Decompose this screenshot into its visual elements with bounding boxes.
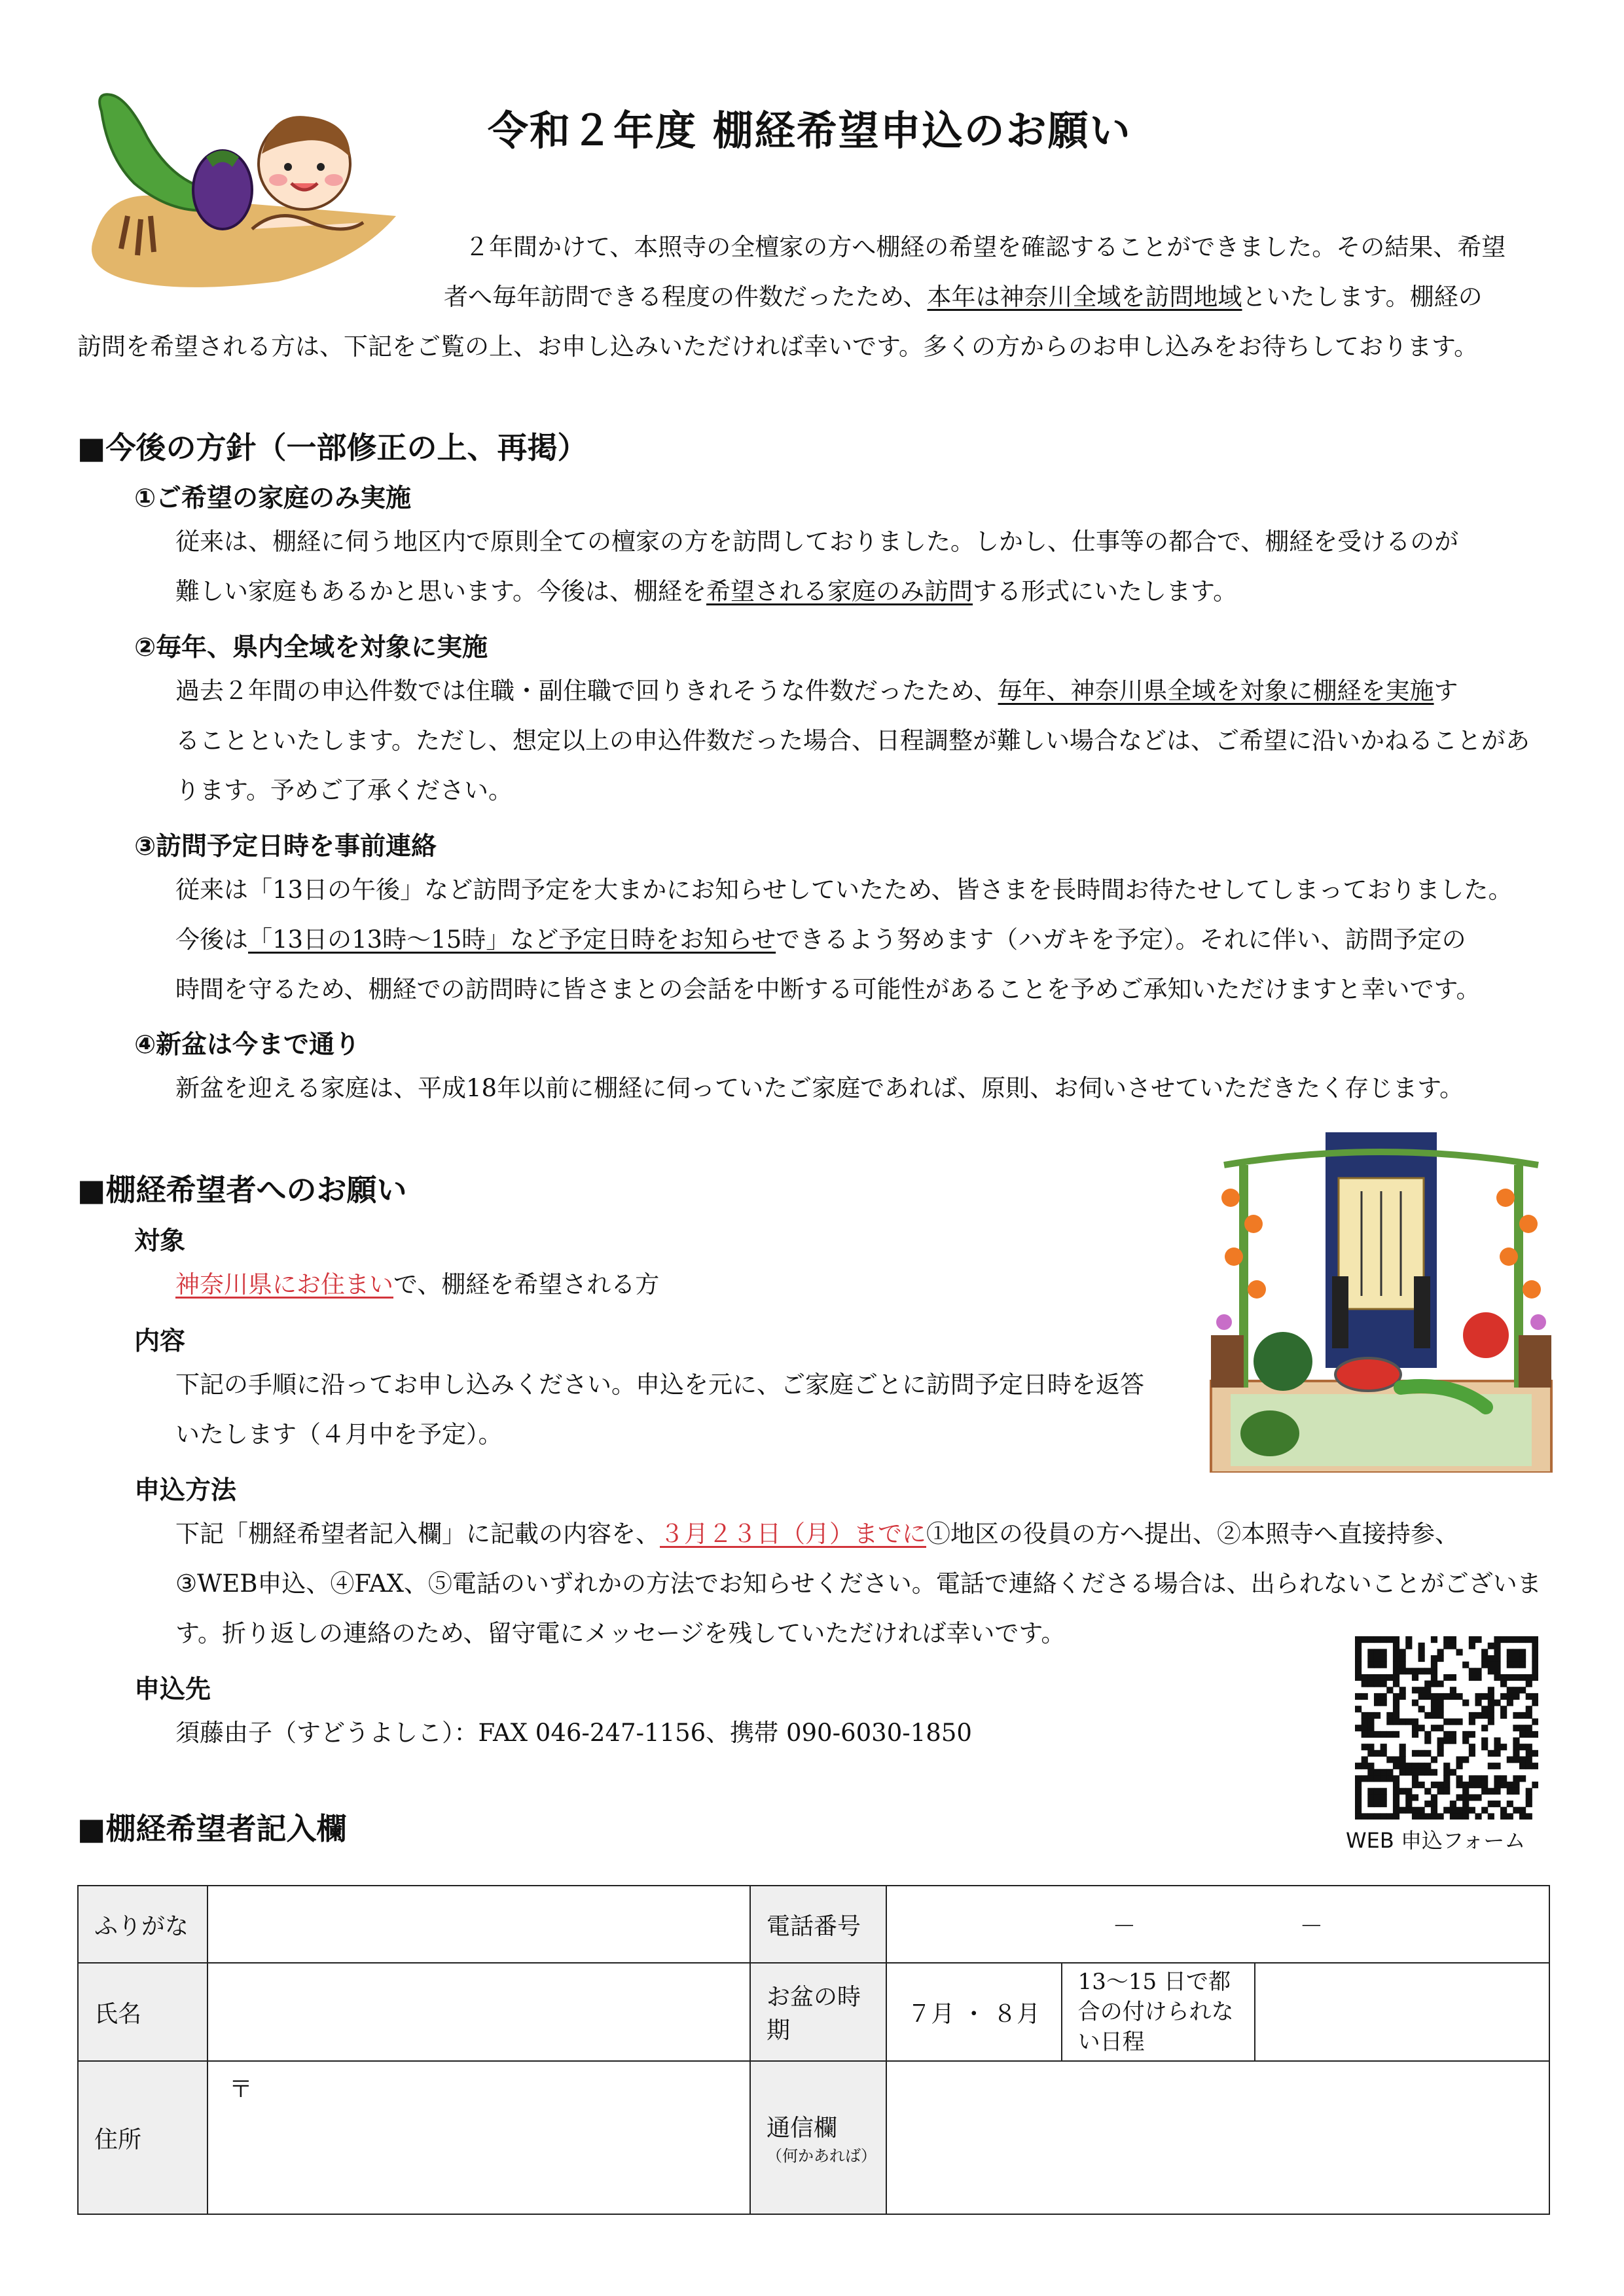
policy-3-underline: 「13日の13時～15時」など予定日時をお知らせ: [248, 925, 776, 954]
unavailable-dates-field[interactable]: [1255, 1963, 1549, 2061]
method-line-1a: 下記「棚経希望者記入欄」に記載の内容を、: [175, 1520, 660, 1548]
qr-code[interactable]: [1355, 1636, 1538, 1820]
intro-paragraph: [77, 223, 1557, 372]
policy-1-line-1: 従来は、棚経に伺う地区内で原則全ての檀家の方を訪問しておりました。しかし、仕事等の都合で、棚経を受けるのが: [175, 528, 1459, 556]
policy-4-line-1: 新盆を迎える家庭は、平成18年以前に棚経に伺っていたご家庭であれば、原則、お伺いさせていただきたく存じます。: [175, 1074, 1464, 1102]
obon-period-field[interactable]: ７月 ・ ８月: [886, 1963, 1062, 2061]
obon-altar-illustration: [1204, 1126, 1558, 1473]
content-line-1: 下記の手順に沿ってお申し込みください。申込を元に、ご家庭ごとに訪問予定日時を返答: [175, 1371, 1144, 1399]
obon-period-label: お盆の時期: [750, 1963, 886, 2061]
intro-line-1: ２年間かけて、本照寺の全檀家の方へ棚経の希望を確認することができました。その結果、希望: [465, 233, 1506, 261]
intro-line-3: 訪問を希望される方は、下記をご覧の上、お申し込みいただければ幸いです。多くの方からのお申し込みをお待ちしております。: [77, 332, 1479, 361]
policy-1-underline: 希望される家庭のみ訪問: [706, 577, 973, 605]
policy-3-line-2a: 今後は: [175, 925, 248, 954]
policy-4-title: ④新盆は今まで通り: [134, 1030, 361, 1060]
intro-line-2a: 者へ毎年訪問できる程度の件数だったため、: [444, 283, 928, 311]
policy-2-line-3: ります。予めご了承ください。: [175, 776, 513, 804]
method-line-1b: ①地区の役員の方へ提出、②本照寺へ直接持参、: [926, 1520, 1459, 1548]
postal-mark: 〒: [228, 2076, 253, 2103]
intro-line-2b: といたします。棚経の: [1242, 283, 1483, 311]
policy-2-title: ②毎年、県内全域を対象に実施: [134, 633, 488, 662]
policy-1-title: ①ご希望の家庭のみ実施: [134, 484, 412, 513]
notes-field[interactable]: [886, 2061, 1549, 2214]
policy-2-body: [175, 666, 1557, 816]
policy-2-underline: 毎年、神奈川県全域を対象に棚経を実施: [998, 677, 1434, 705]
policy-2-line-2: ることといたします。ただし、想定以上の申込件数だった場合、日程調整が難しい場合などは、ご希望に沿いかねることがあ: [175, 726, 1530, 755]
form-heading: ■棚経希望者記入欄: [77, 1811, 347, 1846]
destination-text: 須藤由子（すどうよしこ）：FAX 046-247-1156、携帯 090-6030-1850: [175, 1719, 972, 1747]
name-field[interactable]: [208, 1963, 750, 2061]
destination-title: 申込先: [134, 1675, 211, 1704]
policy-heading: ■今後の方針（一部修正の上、再掲）: [77, 430, 588, 465]
intro-line-2-underline: 本年は神奈川全域を訪問地域: [927, 283, 1242, 311]
policy-3-title: ③訪問予定日時を事前連絡: [134, 832, 437, 861]
method-deadline: ３月２３日（月）までに: [660, 1520, 926, 1548]
furigana-label: ふりがな: [78, 1886, 208, 1963]
target-red-text: 神奈川県にお住まい: [175, 1270, 393, 1299]
policy-2-line-1b: す: [1434, 677, 1458, 705]
content-line-2: いたします（４月中を予定）。: [175, 1420, 503, 1448]
policy-4-body: [175, 1064, 1557, 1113]
notes-sub-label: （何かあれば）: [766, 2147, 876, 2165]
phone-label: 電話番号: [750, 1886, 886, 1963]
name-label: 氏名: [78, 1963, 208, 2061]
furigana-field[interactable]: [208, 1886, 750, 1963]
method-line-3: す。折り返しの連絡のため、留守電にメッセージを残していただければ幸いです。: [175, 1619, 1066, 1647]
method-body: [175, 1509, 1557, 1659]
application-form-table: [77, 1885, 1550, 2215]
notes-label-text: 通信欄: [766, 2115, 837, 2142]
page-title: 令和２年度 棚経希望申込のお願い: [488, 107, 1132, 154]
phone-dash-2: －: [1299, 1912, 1324, 1940]
policy-3-line-3: 時間を守るため、棚経での訪問時に皆さまとの会話を中断する可能性があることを予めご承知いただけますと幸いです。: [175, 975, 1481, 1003]
policy-3-line-2b: できるよう努めます（ハガキを予定）。それに伴い、訪問予定の: [776, 925, 1466, 954]
request-heading: ■棚経希望者へのお願い: [77, 1172, 407, 1208]
address-field[interactable]: [208, 2061, 750, 2214]
policy-3-line-1: 従来は「13日の午後」など訪問予定を大まかにお知らせしていたため、皆さまを長時間お待たせしてしまっておりました。: [175, 876, 1513, 904]
address-label: 住所: [78, 2061, 208, 2214]
method-line-2: ③WEB申込、④FAX、⑤電話のいずれかの方法でお知らせください。電話で連絡くださる場合は、出られないことがございま: [175, 1570, 1542, 1598]
notes-label: [750, 2061, 886, 2214]
policy-2-line-1a: 過去２年間の申込件数では住職・副住職で回りきれそうな件数だったため、: [175, 677, 998, 705]
unavailable-dates-label: 13～15 日で都合の付けられない日程: [1062, 1963, 1255, 2061]
policy-1-line-2a: 難しい家庭もあるかと思います。今後は、棚経を: [175, 577, 707, 605]
qr-caption: WEB 申込フォーム: [1346, 1828, 1526, 1853]
policy-3-body: [175, 865, 1557, 1014]
content-title: 内容: [134, 1327, 186, 1356]
phone-dash-1: －: [1112, 1912, 1136, 1940]
target-title: 対象: [134, 1227, 186, 1256]
policy-1-body: [175, 517, 1557, 617]
phone-field[interactable]: [886, 1886, 1549, 1963]
method-title: 申込方法: [134, 1476, 237, 1505]
policy-1-line-2b: する形式にいたします。: [973, 577, 1238, 605]
destination-body: [175, 1708, 1557, 1758]
target-rest-text: で、棚経を希望される方: [393, 1270, 660, 1299]
